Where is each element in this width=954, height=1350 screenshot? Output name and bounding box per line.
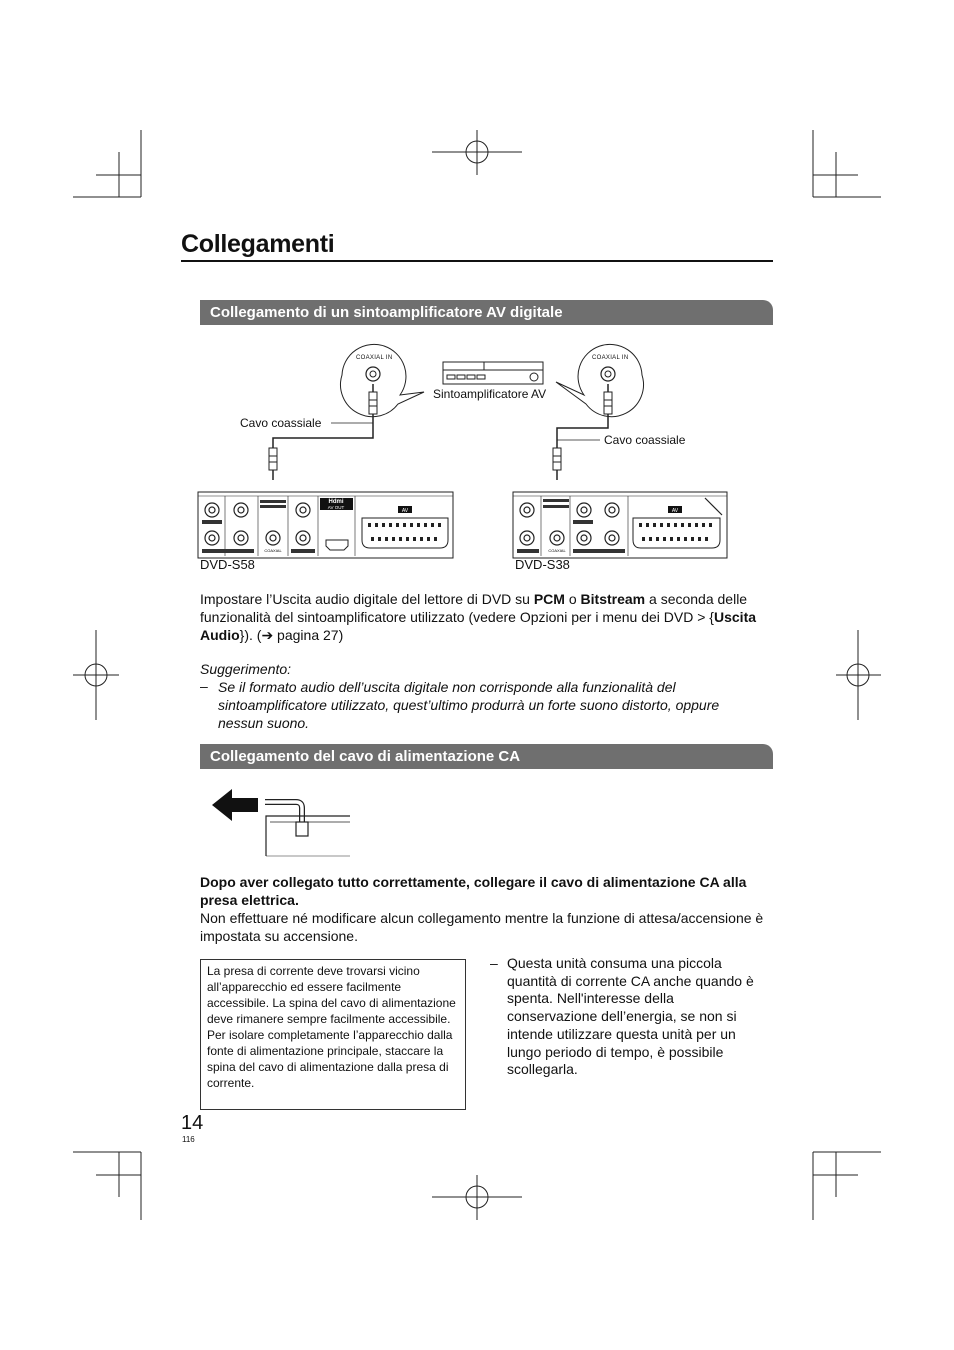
svg-text:COAXIAL: COAXIAL — [264, 548, 282, 553]
coaxial-in-label-left: COAXIAL IN — [356, 355, 393, 361]
section-heading-ac-power-cord: Collegamento del cavo di alimentazione CA — [200, 744, 773, 769]
dvd-s38-rear-panel — [513, 492, 727, 558]
title-rule — [181, 260, 773, 262]
digital-output-instruction: Impostare l’Uscita audio digitale del lettore di DVD su PCM o Bitstream a seconda delle funzionalità del sintoamplificatore utilizzato (vedere Opzioni per i menu dei DVD > {Uscita Audio}). (➔ pagina 27) — [200, 591, 757, 643]
hdmi-logo: Hdmi — [328, 499, 344, 505]
dvd-s58-rear-panel — [198, 492, 453, 558]
tip-dash: – — [200, 678, 208, 694]
page-sub-number: 116 — [182, 1135, 195, 1144]
note-dash: – — [490, 955, 498, 971]
tip-text: Se il formato audio dell’uscita digitale non corrisponde alla funzionalità del sintoamplificatore utilizzato, quest’ultimo produrrà un forte suono distorto, oppure nessun suono. — [218, 679, 720, 731]
arrow-right-icon: ➔ — [261, 627, 274, 643]
svg-text:COAXIAL: COAXIAL — [548, 548, 566, 553]
receiver-label: Sintoamplificatore AV — [433, 387, 547, 401]
model-label-dvd-s38: DVD-S38 — [515, 557, 570, 572]
svg-text:AV: AV — [401, 508, 409, 514]
power-cord-bold-instruction: Dopo aver collegato tutto correttamente, collegare il cavo di alimentazione CA alla presa elettrica. — [200, 874, 747, 908]
power-cord-instruction: Non effettuare né modificare alcun collegamento mentre la funzione di attesa/accensione è impostata su accensione. — [200, 910, 764, 944]
cable-label-left: Cavo coassiale — [240, 416, 322, 430]
cable-label-right: Cavo coassiale — [604, 433, 686, 447]
page-number: 14 — [181, 1112, 204, 1134]
section-heading-digital-av-receiver: Collegamento di un sintoamplificatore AV digitale — [200, 300, 773, 325]
model-label-dvd-s58: DVD-S58 — [200, 557, 255, 572]
ac-inlet-icon — [296, 822, 308, 836]
svg-text:AV: AV — [671, 508, 679, 514]
tip-title: Suggerimento: — [200, 661, 292, 677]
coaxial-in-label-right: COAXIAL IN — [592, 355, 629, 361]
arrow-left-icon — [212, 789, 258, 821]
power-cord-illustration — [205, 782, 355, 860]
note-text: Questa unità consuma una piccola quantità di corrente CA anche quando è spenta. Nell'interesse della conservazione dell’energia, se non si intende utilizzare questa unità per un lungo periodo di tempo, è possibile scollegarla. — [507, 955, 754, 1078]
page-title: Collegamenti — [181, 230, 335, 258]
av-out-label: AV OUT — [327, 505, 345, 510]
connection-diagram — [190, 335, 740, 565]
av-receiver-icon — [443, 362, 543, 384]
power-outlet-warning-box: La presa di corrente deve trovarsi vicino all’apparecchio ed essere facilmente accessibile. La spina del cavo di alimentazione deve rimanere sempre facilmente accessibile. Per isolare completamente l’apparecchio dalla fonte di alimentazione principale, staccare la spina del cavo di alimentazione dalla presa di corrente. — [200, 959, 466, 1110]
